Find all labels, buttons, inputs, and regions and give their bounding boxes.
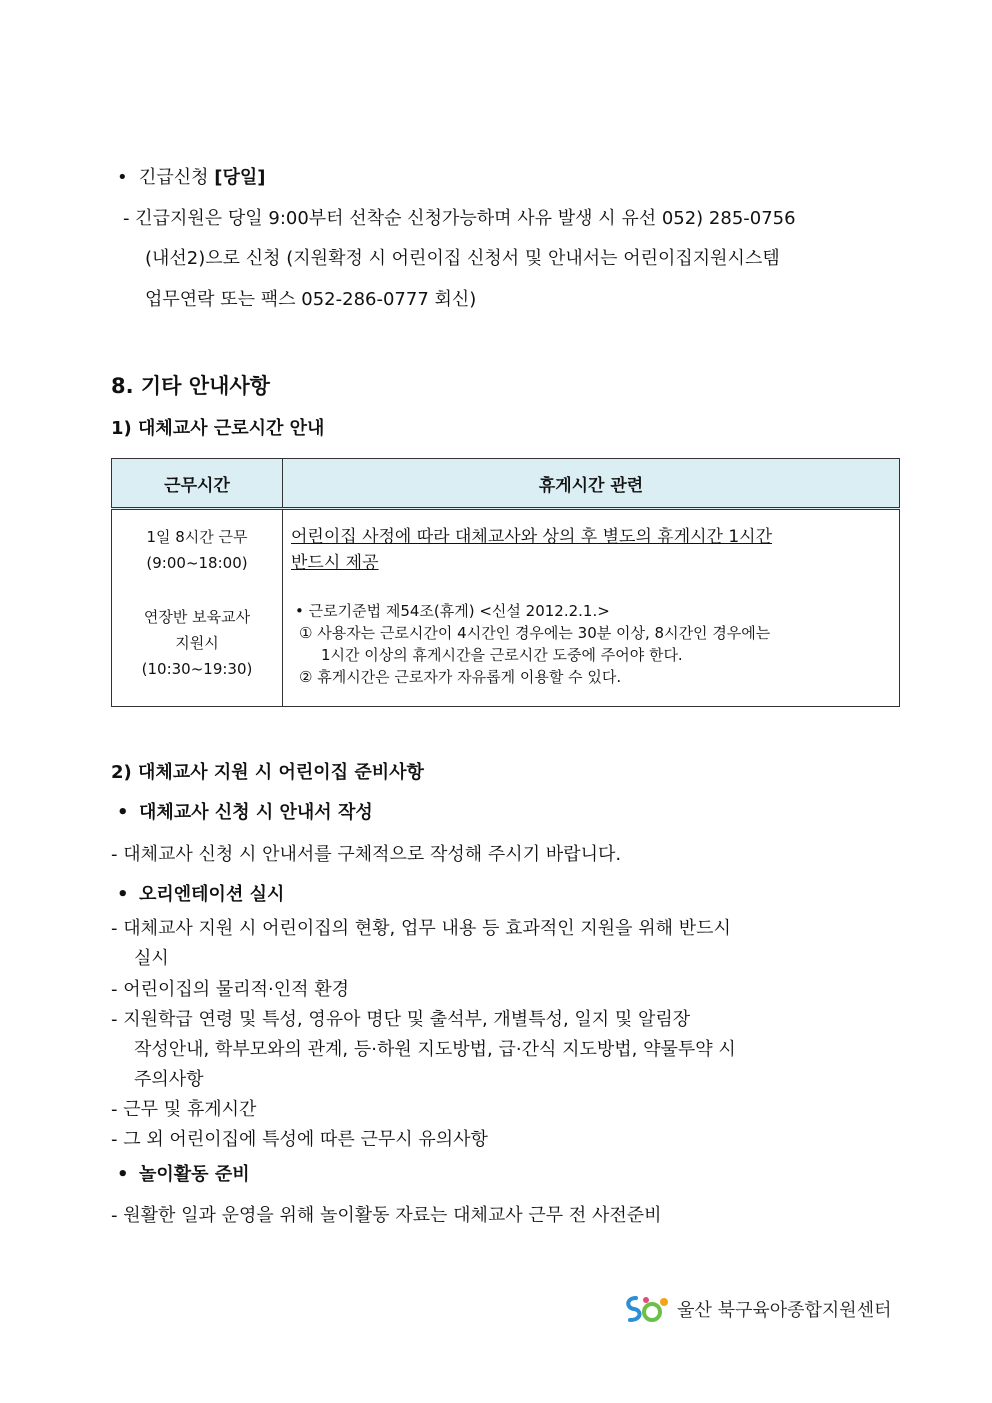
work-hours-line: 1일 8시간 근무	[146, 528, 248, 546]
labor-law-title: • 근로기준법 제54조(휴게) <신설 2012.2.1.>	[295, 602, 610, 620]
section-title: 8. 기타 안내사항	[111, 374, 270, 398]
rest-notice-line-2: 반드시 제공	[291, 553, 379, 573]
prep-item-line: - 원활한 일과 운영을 위해 놀이활동 자료는 대체교사 근무 전 사전준비	[111, 1205, 662, 1226]
subsection-2-title: 2) 대체교사 지원 시 어린이집 준비사항	[111, 762, 424, 783]
prep-item-line: - 그 외 어린이집에 특성에 따른 근무시 유의사항	[111, 1129, 488, 1150]
extended-class-support: 지원시	[175, 634, 219, 652]
rest-notice-line-1: 어린이집 사정에 따라 대체교사와 상의 후 별도의 휴게시간 1시간	[291, 527, 773, 547]
labor-law-item-1: ① 사용자는 근로시간이 4시간인 경우에는 30분 이상, 8시간인 경우에는	[299, 624, 771, 642]
prep-item-line: - 대체교사 신청 시 안내서를 구체적으로 작성해 주시기 바랍니다.	[111, 844, 622, 865]
urgent-line-1: - 긴급지원은 당일 9:00부터 선착순 신청가능하며 사유 발생 시 유선 052) 285-0756	[123, 208, 796, 229]
table-header-row	[112, 459, 900, 509]
urgent-tag: [당일]	[214, 167, 266, 188]
prep-item-line: - 대체교사 지원 시 어린이집의 현황, 업무 내용 등 효과적인 지원을 위해 반드시	[111, 918, 731, 939]
rest-time-cell	[283, 509, 900, 707]
urgent-heading: • 긴급신청 [당일]	[117, 167, 266, 188]
header-work-hours: 근무시간	[112, 459, 283, 509]
prep-item-heading: • 오리엔테이션 실시	[117, 884, 285, 905]
prep-item-line: 작성안내, 학부모와의 관계, 등·하원 지도방법, 급·간식 지도방법, 약물투약 시	[134, 1039, 736, 1060]
prep-item-line: 주의사항	[134, 1069, 204, 1090]
extended-class-time: (10:30~19:30)	[141, 660, 253, 678]
prep-item-line: - 근무 및 휴게시간	[111, 1099, 257, 1120]
work-hours-table	[111, 458, 900, 707]
work-hours-cell	[112, 509, 283, 707]
prep-item-heading: • 놀이활동 준비	[117, 1164, 250, 1185]
labor-law-item-1-cont: 1시간 이상의 휴게시간을 근로시간 도중에 주어야 한다.	[321, 646, 683, 664]
header-rest-time: 휴게시간 관련	[283, 459, 900, 509]
table-row	[112, 509, 900, 707]
center-logo-text: 울산 북구육아종합지원센터	[677, 1300, 892, 1321]
prep-item-line: - 지원학급 연령 및 특성, 영유아 명단 및 출석부, 개별특성, 일지 및 알림장	[111, 1009, 691, 1030]
prep-item-line: - 어린이집의 물리적·인적 환경	[111, 979, 350, 1000]
prep-item-line: 실시	[134, 948, 169, 969]
urgent-line-2: (내선2)으로 신청 (지원확정 시 어린이집 신청서 및 안내서는 어린이집지원시스템	[145, 248, 780, 269]
prep-item-heading: • 대체교사 신청 시 안내서 작성	[117, 802, 373, 823]
subsection-1-title: 1) 대체교사 근로시간 안내	[111, 418, 325, 439]
work-hours-time: (9:00~18:00)	[146, 554, 248, 572]
urgent-label: 긴급신청	[139, 167, 209, 188]
center-logo	[622, 1292, 891, 1326]
urgent-line-3: 업무연락 또는 팩스 052-286-0777 회신)	[145, 289, 477, 310]
center-logo-icon	[622, 1292, 672, 1326]
labor-law-block	[291, 600, 891, 688]
labor-law-item-2: ② 휴게시간은 근로자가 자유롭게 이용할 수 있다.	[299, 668, 622, 686]
extended-class-line: 연장반 보육교사	[143, 608, 251, 626]
